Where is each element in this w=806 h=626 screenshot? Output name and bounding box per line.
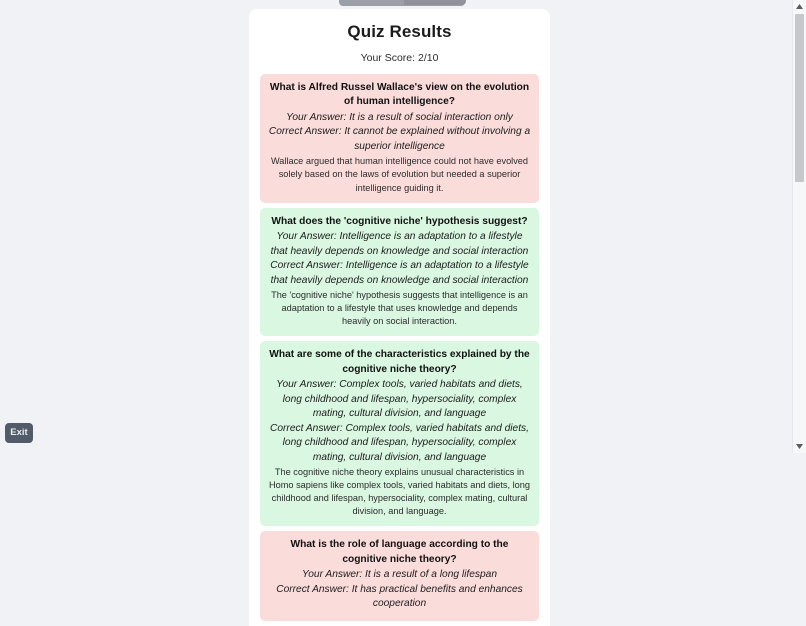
question-text: What are some of the characteristics explained by the cognitive niche theory? [269, 349, 530, 375]
correct-answer-text: Correct Answer: It has practical benefits and enhances cooperation [276, 583, 523, 610]
your-answer-text: Your Answer: Intelligence is an adaptation to a lifestyle that heavily depends on knowledge and social interaction [270, 231, 529, 257]
your-answer-text: Your Answer: It is a result of a long lifespan [302, 569, 497, 581]
score-label: Your Score: 2/10 [360, 52, 439, 64]
question-list [249, 74, 550, 621]
question-text: What is the role of language according to the cognitive niche theory? [290, 539, 509, 565]
question-text: What does the 'cognitive niche' hypothesis suggest? [271, 215, 528, 227]
question-result-item [260, 208, 539, 337]
your-answer-text: Your Answer: Complex tools, varied habitats and diets, long childhood and lifespan, hypersociality, complex mating, cultural division, and language [276, 379, 523, 420]
your-answer-text: Your Answer: It is a result of social interaction only [286, 111, 513, 123]
scroll-down-arrow-icon[interactable] [793, 440, 806, 453]
page-title: Quiz Results [347, 22, 452, 41]
quiz-results-card [249, 9, 550, 626]
question-result-item [260, 74, 539, 203]
scrollbar-thumb[interactable] [795, 14, 804, 182]
explanation-text: Wallace argued that human intelligence could not have evolved solely based on the laws of evolution but needed a superior intelligence guiding it. [270, 156, 529, 193]
question-result-item [260, 531, 539, 620]
scroll-up-arrow-icon[interactable] [793, 0, 806, 13]
correct-answer-text: Correct Answer: It cannot be explained without involving a superior intelligence [268, 126, 531, 152]
question-result-item [260, 341, 539, 526]
exit-button[interactable]: Exit [5, 423, 33, 443]
clipped-top-element-segment [404, 0, 466, 5]
explanation-text: The cognitive niche theory explains unusual characteristics in Homo sapiens like complex tools, varied habitats and diets, long childhood and lifespan, hypersociality, complex mating, cultural division, and language. [269, 467, 530, 517]
correct-answer-text: Correct Answer: Intelligence is an adaptation to a lifestyle that heavily depends on knowledge and social interaction [270, 260, 529, 286]
correct-answer-text: Correct Answer: Complex tools, varied habitats and diets, long childhood and lifespan, hypersociality, complex mating, cultural division, and language [270, 422, 529, 463]
question-text: What is Alfred Russel Wallace's view on the evolution of human intelligence? [269, 82, 530, 108]
vertical-scrollbar[interactable] [792, 0, 806, 453]
explanation-text: The 'cognitive niche' hypothesis suggests that intelligence is an adaptation to a lifestyle that uses knowledge and depends heavily on social interaction. [271, 290, 528, 327]
